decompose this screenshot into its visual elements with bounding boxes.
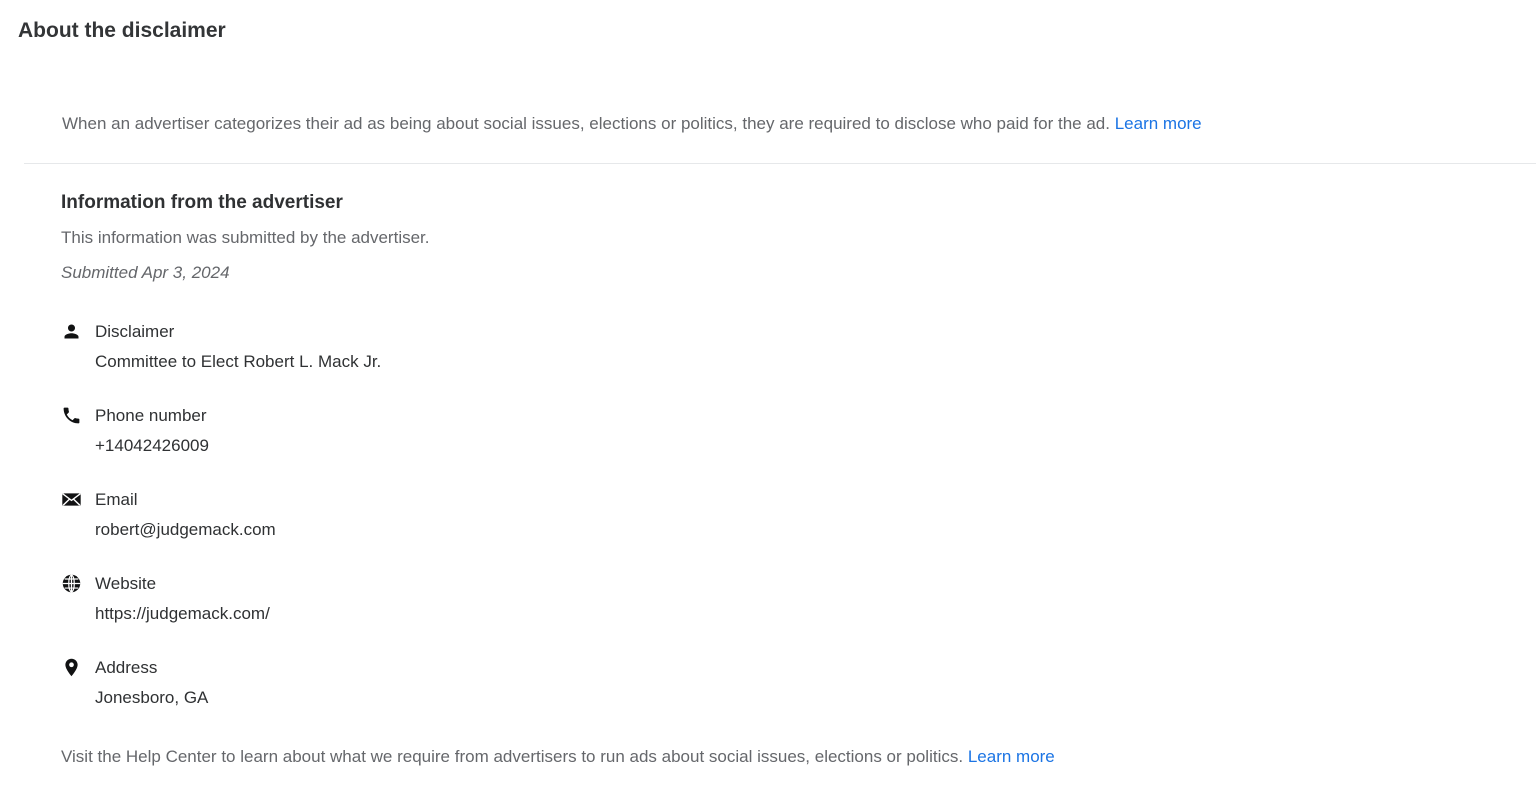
section-divider bbox=[24, 163, 1536, 164]
field-label-email: Email bbox=[95, 490, 138, 509]
advertiser-info-section bbox=[61, 190, 1496, 713]
globe-icon bbox=[61, 569, 95, 594]
field-text bbox=[95, 569, 1496, 629]
help-center-text: Visit the Help Center to learn about what we require from advertisers to run ads about social issues, elections or politics. bbox=[61, 747, 964, 766]
field-label-website: Website bbox=[95, 574, 157, 593]
field-row-website bbox=[61, 569, 1496, 629]
phone-icon bbox=[61, 401, 95, 426]
field-text bbox=[95, 401, 1496, 461]
field-row-disclaimer bbox=[61, 317, 1496, 377]
field-text bbox=[95, 653, 1496, 713]
footer-learn-more-link[interactable]: Learn more bbox=[967, 747, 1055, 766]
field-label-phone: Phone number bbox=[95, 406, 207, 425]
field-value-phone: +14042426009 bbox=[95, 436, 209, 455]
field-label-disclaimer: Disclaimer bbox=[95, 322, 175, 341]
field-row-phone bbox=[61, 401, 1496, 461]
field-text bbox=[95, 317, 1496, 377]
field-row-address bbox=[61, 653, 1496, 713]
intro-paragraph bbox=[62, 111, 1496, 137]
submitted-date: Submitted Apr 3, 2024 bbox=[61, 263, 230, 282]
field-value-website: https://judgemack.com/ bbox=[95, 604, 270, 623]
field-label-address: Address bbox=[95, 658, 158, 677]
field-value-disclaimer: Committee to Elect Robert L. Mack Jr. bbox=[95, 352, 382, 371]
advertiser-fields-list bbox=[61, 317, 1496, 713]
page-title: About the disclaimer bbox=[18, 19, 226, 42]
advertiser-section-subheading: This information was submitted by the advertiser. bbox=[61, 228, 430, 247]
field-value-address: Jonesboro, GA bbox=[95, 688, 209, 707]
person-icon bbox=[61, 317, 95, 342]
intro-text: When an advertiser categorizes their ad as being about social issues, elections or politics, they are required to disclose who paid for the ad. bbox=[62, 114, 1110, 133]
location-pin-icon bbox=[61, 653, 95, 678]
advertiser-section-heading: Information from the advertiser bbox=[61, 192, 343, 213]
field-value-email: robert@judgemack.com bbox=[95, 520, 276, 539]
field-text bbox=[95, 485, 1496, 545]
intro-learn-more-link[interactable]: Learn more bbox=[1114, 114, 1202, 133]
field-row-email bbox=[61, 485, 1496, 545]
email-icon bbox=[61, 485, 95, 510]
help-center-note bbox=[61, 744, 1496, 770]
about-disclaimer-panel bbox=[0, 17, 1536, 785]
